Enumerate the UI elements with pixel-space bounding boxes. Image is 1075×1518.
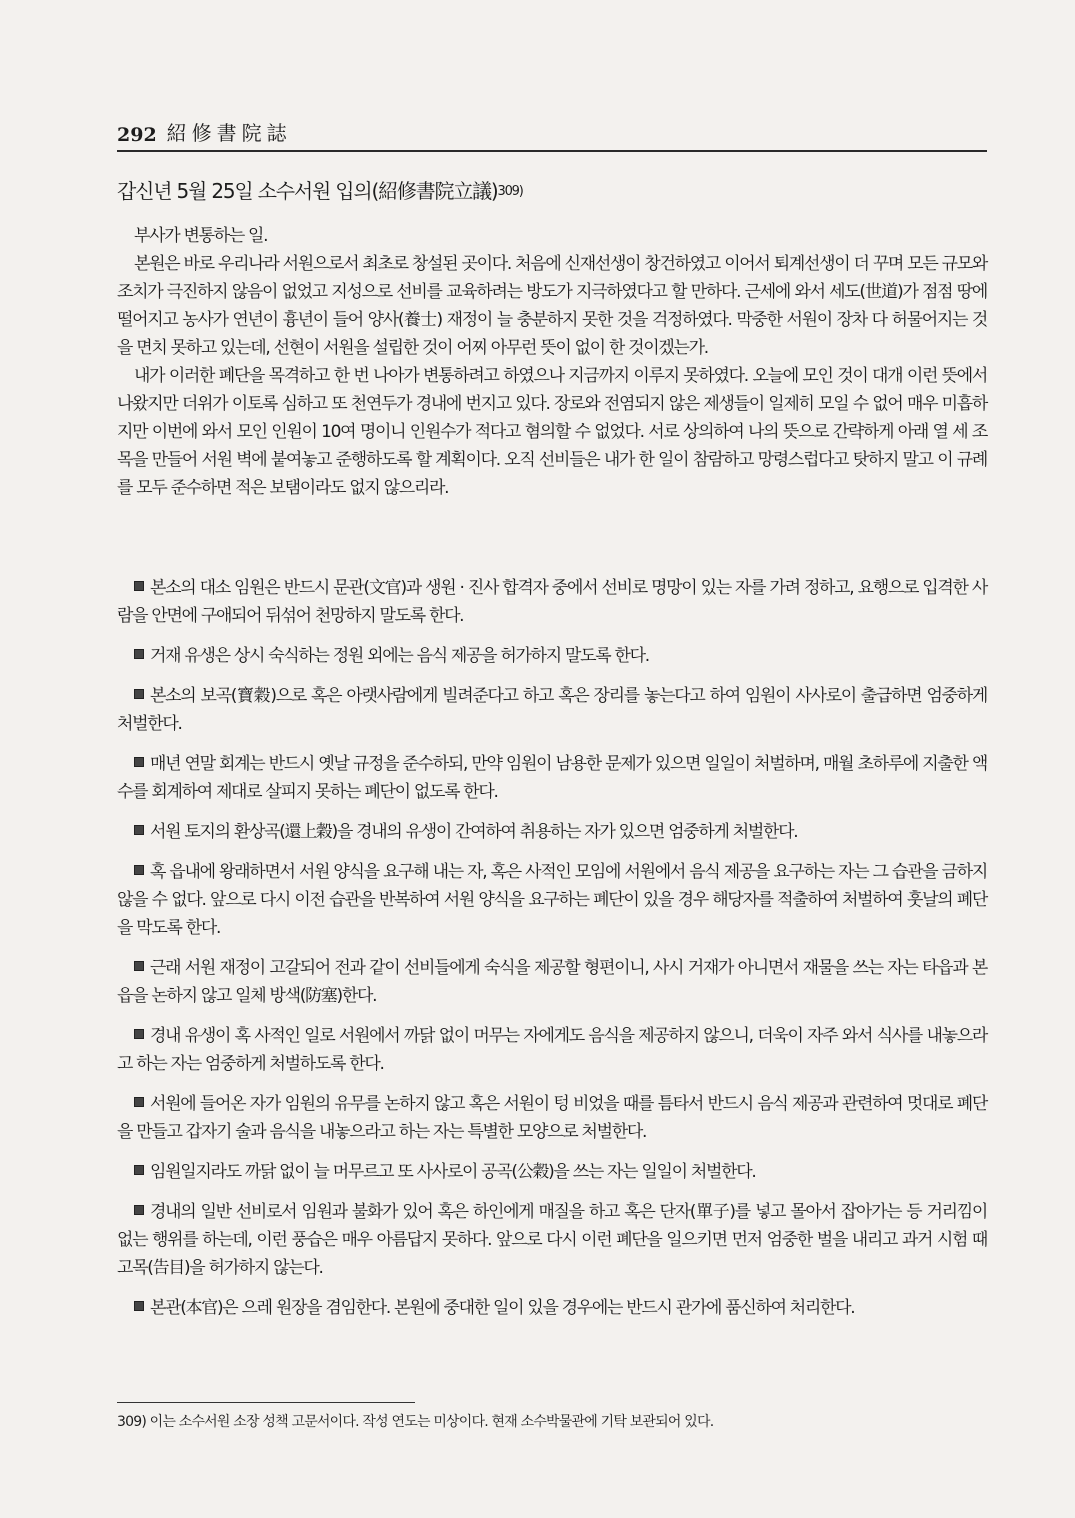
intro-line: 부사가 변통하는 일. bbox=[134, 226, 268, 246]
rule-text: 경내의 일반 선비로서 임원과 불화가 있어 혹은 하인에게 매질을 하고 혹은 단자(單子)를 넣고 몰아서 잡아가는 등 거리낌이 없는 행위를 하는데, 이런 풍습은 매우 아름답지 못하다. 앞으로 다시 이런 폐단을 일으키면 먼저 엄중한 벌을 내리고 과거 시험 때 고목(告目)을 허가하지 않는다. bbox=[117, 1202, 987, 1278]
rule-text: 본관(本官)은 으레 원장을 겸임한다. 본원에 중대한 일이 있을 경우에는 반드시 관가에 품신하여 처리한다. bbox=[150, 1298, 855, 1318]
rule-item bbox=[117, 1198, 987, 1282]
rule-text: 서원에 들어온 자가 임원의 유무를 논하지 않고 혹은 서원이 텅 비었을 때를 틈타서 반드시 음식 제공과 관련하여 멋대로 폐단을 만들고 갑자기 술과 음식을 내놓으라고 하는 자는 특별한 모양으로 처벌한다. bbox=[117, 1094, 987, 1142]
square-bullet-icon bbox=[134, 757, 144, 767]
rule-text: 본소의 대소 임원은 반드시 문관(文官)과 생원 · 진사 합격자 중에서 선비로 명망이 있는 자를 가려 정하고, 요행으로 입격한 사람을 안면에 구애되어 뒤섞어 천망하지 말도록 한다. bbox=[117, 578, 987, 626]
rule-text: 임원일지라도 까닭 없이 늘 머무르고 또 사사로이 공곡(公穀)을 쓰는 자는 일일이 처벌한다. bbox=[150, 1162, 756, 1182]
rule-item bbox=[117, 1158, 987, 1186]
intro-paragraph: 본원은 바로 우리나라 서원으로서 최초로 창설된 곳이다. 처음에 신재선생이 창건하였고 이어서 퇴계선생이 더 꾸며 모든 규모와 조치가 극진하지 않음이 없었고 지성으로 선비를 교육하려는 방도가 지극하였다고 할 만하다. 근세에 와서 세도(世道)가 점점 땅에 떨어지고 농사가 연년이 흉년이 들어 양사(養士) 재정이 늘 충분하지 못한 것을 걱정하였다. 막중한 서원이 장차 다 허물어지는 것을 면치 못하고 있는데, 선현이 서원을 설립한 것이 어찌 아무런 뜻이 없이 한 것이겠는가. bbox=[117, 254, 987, 358]
rule-item bbox=[117, 954, 987, 1010]
square-bullet-icon bbox=[134, 1301, 144, 1311]
square-bullet-icon bbox=[134, 825, 144, 835]
rule-text: 서원 토지의 환상곡(還上穀)을 경내의 유생이 간여하여 취용하는 자가 있으면 엄중하게 처벌한다. bbox=[150, 822, 798, 842]
page-number: 292 bbox=[117, 124, 157, 146]
footnote: 309) 이는 소수서원 소장 성책 고문서이다. 작성 연도는 미상이다. 현재 소수박물관에 기탁 보관되어 있다. bbox=[117, 1414, 714, 1430]
rule-item bbox=[117, 818, 987, 846]
rule-item bbox=[117, 1022, 987, 1078]
intro-text bbox=[117, 222, 987, 502]
rule-text: 거재 유생은 상시 숙식하는 정원 외에는 음식 제공을 허가하지 말도록 한다. bbox=[150, 646, 649, 666]
rule-item bbox=[117, 682, 987, 738]
book-title: 紹修書院誌 bbox=[166, 121, 292, 145]
section-title bbox=[117, 175, 987, 204]
rule-item bbox=[117, 1090, 987, 1146]
square-bullet-icon bbox=[134, 689, 144, 699]
rule-item bbox=[117, 1294, 987, 1322]
square-bullet-icon bbox=[134, 581, 144, 591]
square-bullet-icon bbox=[134, 649, 144, 659]
intro-paragraph: 내가 이러한 폐단을 목격하고 한 번 나아가 변통하려고 하였으나 지금까지 이루지 못하였다. 오늘에 모인 것이 대개 이런 뜻에서 나왔지만 더위가 이토록 심하고 또 천연두가 경내에 번지고 있다. 장로와 전염되지 않은 제생들이 일제히 모일 수 없어 매우 미흡하지만 이번에 와서 모인 인원이 10여 명이니 인원수가 적다고 혐의할 수 없었다. 서로 상의하여 나의 뜻으로 간략하게 아래 열 세 조목을 만들어 서원 벽에 붙여놓고 준행하도록 할 계획이다. 오직 선비들은 내가 한 일이 참람하고 망령스럽다고 탓하지 말고 이 규례를 모두 준수하면 적은 보탬이라도 없지 않으리라. bbox=[117, 366, 987, 498]
rule-text: 본소의 보곡(寶穀)으로 혹은 아랫사람에게 빌려준다고 하고 혹은 장리를 놓는다고 하여 임원이 사사로이 출급하면 엄중하게 처벌한다. bbox=[117, 686, 987, 734]
rule-text: 매년 연말 회계는 반드시 옛날 규정을 준수하되, 만약 임원이 남용한 문제가 있으면 일일이 처벌하며, 매월 초하루에 지출한 액수를 회계하여 제대로 살피지 못하는 폐단이 없도록 한다. bbox=[117, 754, 987, 802]
rule-item bbox=[117, 574, 987, 630]
rule-item bbox=[117, 750, 987, 806]
section-title-text: 갑신년 5월 25일 소수서원 입의(紹修書院立議) bbox=[117, 179, 498, 203]
square-bullet-icon bbox=[134, 1165, 144, 1175]
rule-text: 혹 읍내에 왕래하면서 서원 양식을 요구해 내는 자, 혹은 사적인 모임에 서원에서 음식 제공을 요구하는 자는 그 습관을 금하지 않을 수 없다. 앞으로 다시 이전 습관을 반복하여 서원 양식을 요구하는 폐단이 있을 경우 해당자를 적출하여 처벌하여 훗날의 폐단을 막도록 한다. bbox=[117, 862, 987, 938]
footnote-reference[interactable]: 309) bbox=[497, 184, 523, 199]
square-bullet-icon bbox=[134, 1097, 144, 1107]
rule-item bbox=[117, 858, 987, 942]
square-bullet-icon bbox=[134, 961, 144, 971]
rule-list bbox=[117, 574, 987, 1334]
rule-item bbox=[117, 642, 987, 670]
square-bullet-icon bbox=[134, 865, 144, 875]
square-bullet-icon bbox=[134, 1205, 144, 1215]
square-bullet-icon bbox=[134, 1029, 144, 1039]
footnote-divider bbox=[117, 1402, 415, 1403]
rule-text: 경내 유생이 혹 사적인 일로 서원에서 까닭 없이 머무는 자에게도 음식을 제공하지 않으니, 더욱이 자주 와서 식사를 내놓으라고 하는 자는 엄중하게 처벌하도록 한다. bbox=[117, 1026, 987, 1074]
rule-text: 근래 서원 재정이 고갈되어 전과 같이 선비들에게 숙식을 제공할 형편이니, 사시 거재가 아니면서 재물을 쓰는 자는 타읍과 본읍을 논하지 않고 일체 방색(防塞)한다. bbox=[117, 958, 987, 1006]
running-header bbox=[117, 118, 987, 152]
